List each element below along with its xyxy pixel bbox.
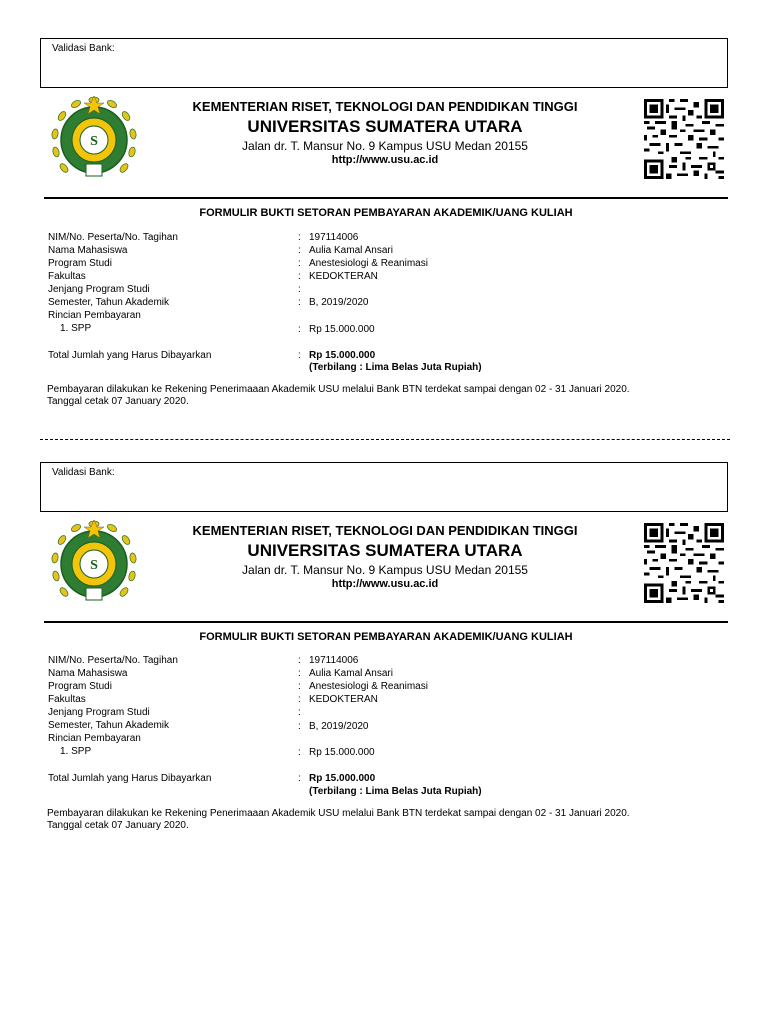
bank-validation-label: Validasi Bank: [52, 43, 115, 54]
field-label: Jenjang Program Studi [48, 284, 150, 295]
bank-validation-box [40, 38, 728, 88]
university-logo [44, 93, 144, 185]
payment-note: Pembayaran dilakukan ke Rekening Penerimaaan Akademik USU melalui Bank BTN terdekat sampai dengan 02 - 31 Januari 2020. [47, 808, 630, 819]
field-value: KEDOKTERAN [309, 694, 378, 705]
breakdown-item-label: 1. SPP [60, 746, 92, 757]
field-value: Aulia Kamal Ansari [309, 245, 393, 256]
field-value: Anestesiologi & Reanimasi [309, 681, 428, 692]
field-label: NIM/No. Peserta/No. Tagihan [48, 232, 178, 243]
university-address: Jalan dr. T. Mansur No. 9 Kampus USU Medan 20155 [242, 563, 528, 577]
total-value: Rp 15.000.000 [309, 350, 376, 361]
field-colon: : [298, 694, 301, 705]
field-colon: : [298, 681, 301, 692]
field-label: Jenjang Program Studi [48, 707, 150, 718]
field-label: Fakultas [48, 694, 86, 705]
qr-code-icon [640, 523, 728, 603]
field-value: 197114006 [309, 232, 359, 243]
payment-slip-2 [0, 424, 768, 844]
field-value: KEDOKTERAN [309, 271, 378, 282]
field-colon: : [298, 350, 301, 361]
bank-validation-box [40, 462, 728, 512]
university-name: UNIVERSITAS SUMATERA UTARA [247, 117, 523, 136]
ministry-name: KEMENTERIAN RISET, TEKNOLOGI DAN PENDIDIKAN TINGGI [192, 99, 578, 114]
field-colon: : [298, 232, 301, 243]
field-colon: : [298, 258, 301, 269]
breakdown-item-label: 1. SPP [60, 323, 92, 334]
header-divider [44, 621, 728, 623]
total-label: Total Jumlah yang Harus Dibayarkan [48, 350, 212, 361]
field-label: NIM/No. Peserta/No. Tagihan [48, 655, 178, 666]
field-label: Nama Mahasiswa [48, 245, 128, 256]
field-label: Program Studi [48, 258, 112, 269]
field-value: Aulia Kamal Ansari [309, 668, 393, 679]
svg-text:S: S [90, 558, 98, 573]
field-value: B, 2019/2020 [309, 297, 369, 308]
university-address: Jalan dr. T. Mansur No. 9 Kampus USU Medan 20155 [242, 139, 528, 153]
form-title: FORMULIR BUKTI SETORAN PEMBAYARAN AKADEMIK/UANG KULIAH [199, 207, 573, 219]
form-title: FORMULIR BUKTI SETORAN PEMBAYARAN AKADEMIK/UANG KULIAH [199, 631, 573, 643]
field-colon: : [298, 773, 301, 784]
field-label: Fakultas [48, 271, 86, 282]
breakdown-label: Rincian Pembayaran [48, 733, 141, 744]
total-value: Rp 15.000.000 [309, 773, 376, 784]
field-colon: : [298, 284, 301, 295]
breakdown-item-value: Rp 15.000.000 [309, 324, 375, 335]
payment-slip-1 [0, 0, 768, 420]
field-colon: : [298, 747, 301, 758]
field-label: Semester, Tahun Akademik [48, 720, 169, 731]
print-date: Tanggal cetak 07 January 2020. [47, 396, 189, 407]
university-website: http://www.usu.ac.id [331, 578, 439, 590]
field-colon: : [298, 245, 301, 256]
breakdown-item-value: Rp 15.000.000 [309, 747, 375, 758]
ministry-name: KEMENTERIAN RISET, TEKNOLOGI DAN PENDIDIKAN TINGGI [192, 523, 578, 538]
field-value: B, 2019/2020 [309, 721, 369, 732]
field-colon: : [298, 668, 301, 679]
university-name: UNIVERSITAS SUMATERA UTARA [247, 541, 523, 560]
field-label: Program Studi [48, 681, 112, 692]
breakdown-label: Rincian Pembayaran [48, 310, 141, 321]
field-label: Semester, Tahun Akademik [48, 297, 169, 308]
field-colon: : [298, 707, 301, 718]
field-value: 197114006 [309, 655, 359, 666]
total-label: Total Jumlah yang Harus Dibayarkan [48, 773, 212, 784]
total-in-words: (Terbilang : Lima Belas Juta Rupiah) [309, 362, 482, 373]
print-date: Tanggal cetak 07 January 2020. [47, 820, 189, 831]
field-label: Nama Mahasiswa [48, 668, 128, 679]
field-colon: : [298, 721, 301, 732]
total-in-words: (Terbilang : Lima Belas Juta Rupiah) [309, 786, 482, 797]
field-colon: : [298, 324, 301, 335]
field-colon: : [298, 271, 301, 282]
field-colon: : [298, 297, 301, 308]
field-value: Anestesiologi & Reanimasi [309, 258, 428, 269]
field-colon: : [298, 655, 301, 666]
university-website: http://www.usu.ac.id [331, 154, 439, 166]
header-divider [44, 197, 728, 199]
bank-validation-label: Validasi Bank: [52, 467, 115, 478]
payment-note: Pembayaran dilakukan ke Rekening Penerimaaan Akademik USU melalui Bank BTN terdekat sampai dengan 02 - 31 Januari 2020. [47, 384, 630, 395]
university-logo [44, 517, 144, 609]
svg-text:S: S [90, 134, 98, 149]
qr-code-icon [640, 99, 728, 179]
